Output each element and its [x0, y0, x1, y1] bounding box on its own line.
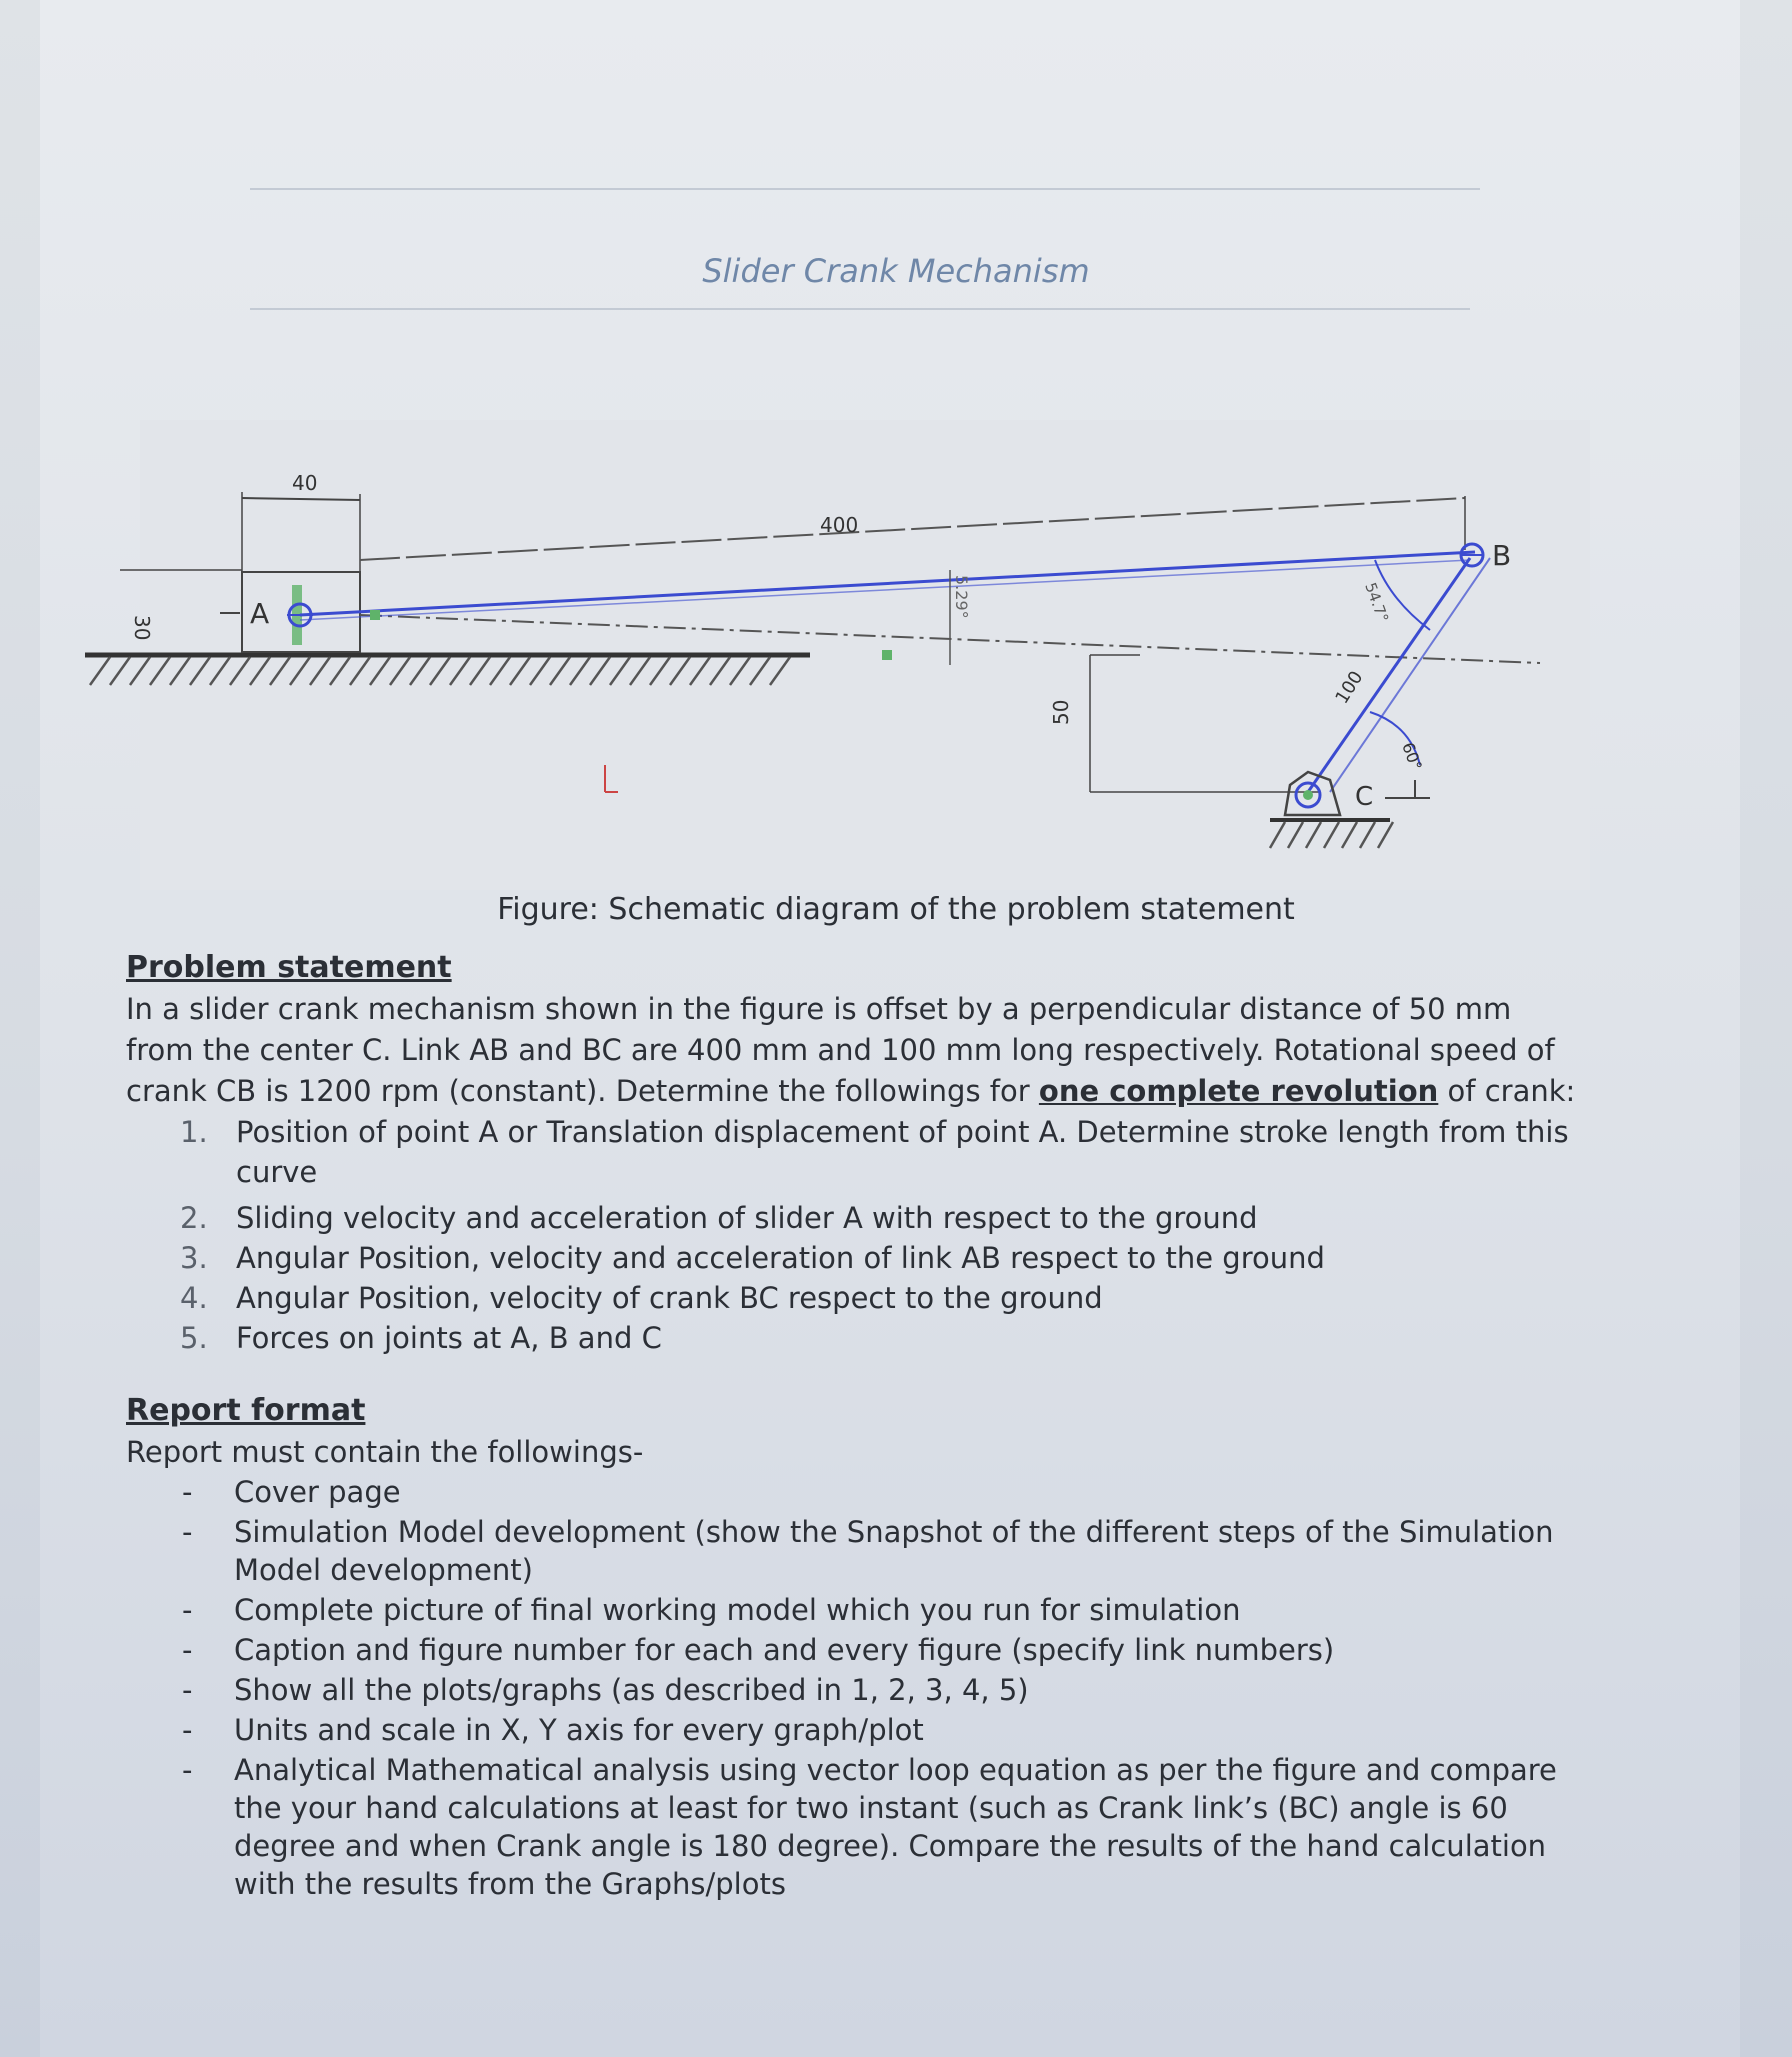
list-item: - Complete picture of final working model which you run for simulation	[182, 1593, 1241, 1627]
dim-rod-length: 400	[820, 513, 859, 537]
pivot-c	[1270, 772, 1393, 848]
list-item: 2. Sliding velocity and acceleration of slider A with respect to the ground	[180, 1201, 1258, 1235]
list-item: - Simulation Model development (show the Snapshot of the different steps of the Simulation Model development)	[182, 1515, 1554, 1587]
dim-offset-left: 30	[130, 615, 154, 641]
list-item: - Cover page	[182, 1475, 401, 1509]
problem-heading: Problem statement	[126, 950, 452, 985]
dim-rod-angle: 5.29°	[952, 575, 971, 619]
report-section	[126, 1393, 1576, 1905]
link-bc	[1308, 558, 1470, 792]
slider-ground	[85, 655, 810, 685]
list-item: - Caption and figure number for each and every figure (specify link numbers)	[182, 1633, 1335, 1667]
problem-list	[126, 1112, 1576, 1358]
schematic-figure	[130, 420, 1590, 890]
list-item: 4. Angular Position, velocity of crank BC respect to the ground	[180, 1281, 1103, 1315]
report-intro: Report must contain the followings-	[126, 1435, 644, 1469]
document-title: Slider Crank Mechanism	[702, 252, 1090, 290]
link-ab	[300, 552, 1475, 615]
dim-offset-c: 50	[1049, 699, 1073, 725]
list-item: 3. Angular Position, velocity and acceleration of link AB respect to the ground	[180, 1241, 1325, 1275]
label-point-b: B	[1492, 539, 1512, 572]
problem-text-end: of crank:	[1438, 1074, 1576, 1108]
dim-crank-angle-top: 54.7°	[1361, 580, 1393, 625]
mechanism-diagram	[130, 420, 1590, 890]
problem-text-emphasis: one complete revolution	[1038, 1074, 1439, 1108]
list-item: 1. Position of point A or Translation displacement of point A. Determine stroke length from this curve	[180, 1115, 1569, 1189]
figure-caption: Figure: Schematic diagram of the problem statement	[497, 892, 1295, 927]
list-item: - Units and scale in X, Y axis for every graph/plot	[182, 1713, 924, 1747]
header-rule-top	[250, 188, 1480, 190]
header-rule-bottom	[250, 308, 1470, 310]
label-point-a: A	[250, 597, 270, 630]
problem-text-start: In a slider crank mechanism shown in the figure is offset by a perpendicular distance of 50 mm from the center C. Link AB and BC are 400 mm and 100 mm long respectively. Rotational speed of crank CB is 1200 rpm (constant). Determine the followings for	[126, 992, 1555, 1108]
list-item: 5. Forces on joints at A, B and C	[180, 1321, 662, 1355]
list-item: - Analytical Mathematical analysis using vector loop equation as per the figure and compare the your hand calculations at least for two instant (such as Crank link’s (BC) angle is 60 degree and when Crank angle is 180 degree). Compare the results of the hand calculation with the results from the Graphs/plots	[182, 1753, 1557, 1901]
dim-crank-angle: 60°	[1398, 739, 1426, 774]
dim-slider-width: 40	[292, 471, 318, 495]
report-heading: Report format	[126, 1393, 366, 1428]
problem-paragraph	[126, 989, 1576, 1112]
dim-crank-length: 100	[1331, 667, 1368, 708]
label-point-c: C	[1355, 782, 1374, 812]
list-item: - Show all the plots/graphs (as described in 1, 2, 3, 4, 5)	[182, 1673, 1029, 1707]
problem-section	[126, 950, 1576, 1358]
report-list	[126, 1473, 1576, 1903]
